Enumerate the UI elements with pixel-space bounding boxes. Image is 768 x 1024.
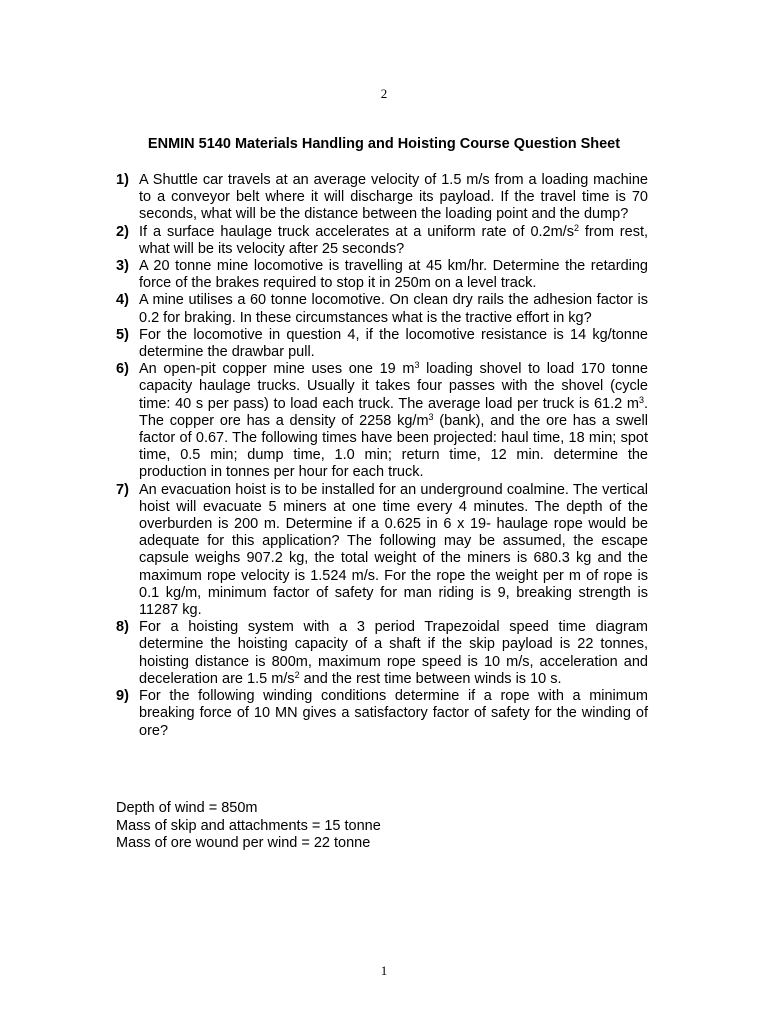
superscript: 3 xyxy=(638,394,644,405)
question-text-segment: If a surface haulage truck accelerates at a uniform rate of 0.2m/s xyxy=(139,223,574,240)
question-text-segment: from rest, what will be its velocity after 25 seconds? xyxy=(139,223,649,257)
question-item xyxy=(116,292,648,326)
question-text xyxy=(139,361,648,481)
question-item xyxy=(116,224,648,258)
question-number: 8) xyxy=(116,619,129,636)
superscript: 3 xyxy=(414,360,420,371)
header-page-number: 2 xyxy=(380,86,388,101)
question-text-segment: An open-pit copper mine uses one 19 m xyxy=(139,361,415,378)
question-text-segment: A 20 tonne mine locomotive is travelling at 45 km/hr. Determine the retarding force of the brakes required to stop it in 250m on a level track. xyxy=(139,258,648,292)
question-text-segment: A mine utilises a 60 tonne locomotive. On clean dry rails the adhesion factor is 0.2 for braking. In these circumstances what is the tractive effort in kg? xyxy=(139,292,648,326)
question-number: 6) xyxy=(116,361,129,378)
page-title: ENMIN 5140 Materials Handling and Hoisting Course Question Sheet xyxy=(147,136,621,152)
question-item xyxy=(116,688,648,740)
question-text xyxy=(139,172,648,224)
given-conditions xyxy=(116,800,648,853)
question-item xyxy=(116,327,648,361)
given-line: Mass of skip and attachments = 15 tonne xyxy=(116,817,381,834)
given-line: Depth of wind = 850m xyxy=(116,800,258,816)
question-text xyxy=(139,619,648,688)
question-text xyxy=(139,688,648,740)
given-line: Mass of ore wound per wind = 22 tonne xyxy=(116,835,371,852)
question-text-segment: loading shovel to load 170 tonne capacity haulage trucks. Usually it takes four passes with the shovel (cycle time: 40 s per pass) to load each truck. The average load per truck is 61.2 m xyxy=(139,361,648,412)
question-text xyxy=(139,292,648,326)
question-number: 9) xyxy=(116,688,129,705)
question-text-segment: An evacuation hoist is to be installed for an underground coalmine. The vertical hoist will evacuate 5 miners at one time every 4 minutes. The depth of the overburden is 200 m. Determine if a 0.625 in 6 x 19- haulage rope would be adequate for this application? The following may be assumed, the escape capsule weighs 907.2 kg, the total weight of the miners is 680.3 kg and the maximum rope velocity is 1.524 m/s. For the rope the weight per m of rope is 0.1 kg/m, minimum factor of safety for man riding is 9, breaking strength is 11287 kg. xyxy=(139,481,648,619)
question-text xyxy=(139,258,648,292)
question-text-segment: For the following winding conditions determine if a rope with a minimum breaking force of 10 MN gives a satisfactory factor of safety for the winding of ore? xyxy=(139,688,648,739)
question-text-segment: . The copper ore has a density of 2258 kg/m xyxy=(139,395,648,429)
question-number: 5) xyxy=(116,326,129,343)
superscript: 2 xyxy=(294,669,300,680)
question-item xyxy=(116,619,648,688)
question-text-segment: For the locomotive in question 4, if the locomotive resistance is 14 kg/tonne determine the drawbar pull. xyxy=(139,326,648,361)
question-item xyxy=(116,361,648,481)
question-number: 1) xyxy=(116,172,129,188)
question-number: 7) xyxy=(116,481,129,498)
question-list xyxy=(116,172,648,740)
superscript: 2 xyxy=(573,222,579,233)
question-number: 4) xyxy=(116,292,129,309)
question-number: 3) xyxy=(116,258,129,275)
question-item xyxy=(116,172,648,224)
question-text-segment: For a hoisting system with a 3 period Trapezoidal speed time diagram determine the hoisting capacity of a shaft if the skip payload is 22 tonnes, hoisting distance is 800m, maximum rope speed is 10 m/s, acceleration and deceleration are 1.5 m/s xyxy=(139,619,648,687)
question-text xyxy=(139,482,648,620)
footer-page-number: 1 xyxy=(380,963,388,978)
question-item xyxy=(116,258,648,292)
question-text-segment: (bank), and the ore has a swell factor of 0.67. The following times have been projected: haul time, 18 min; spot time, 0.5 min; dump time, 1.0 min; return time, 12 min. determine the production in tonnes per hour for each truck. xyxy=(139,412,648,481)
question-text-segment: A Shuttle car travels at an average velocity of 1.5 m/s from a loading machine to a conveyor belt where it will discharge its payload. If the travel time is 70 seconds, what will be the distance between the loading point and the dump? xyxy=(139,172,648,223)
superscript: 3 xyxy=(428,411,434,422)
question-number: 2) xyxy=(116,223,129,240)
question-text xyxy=(139,327,648,361)
question-text-segment: and the rest time between winds is 10 s. xyxy=(299,670,562,687)
question-text xyxy=(139,224,648,258)
question-item xyxy=(116,482,648,620)
